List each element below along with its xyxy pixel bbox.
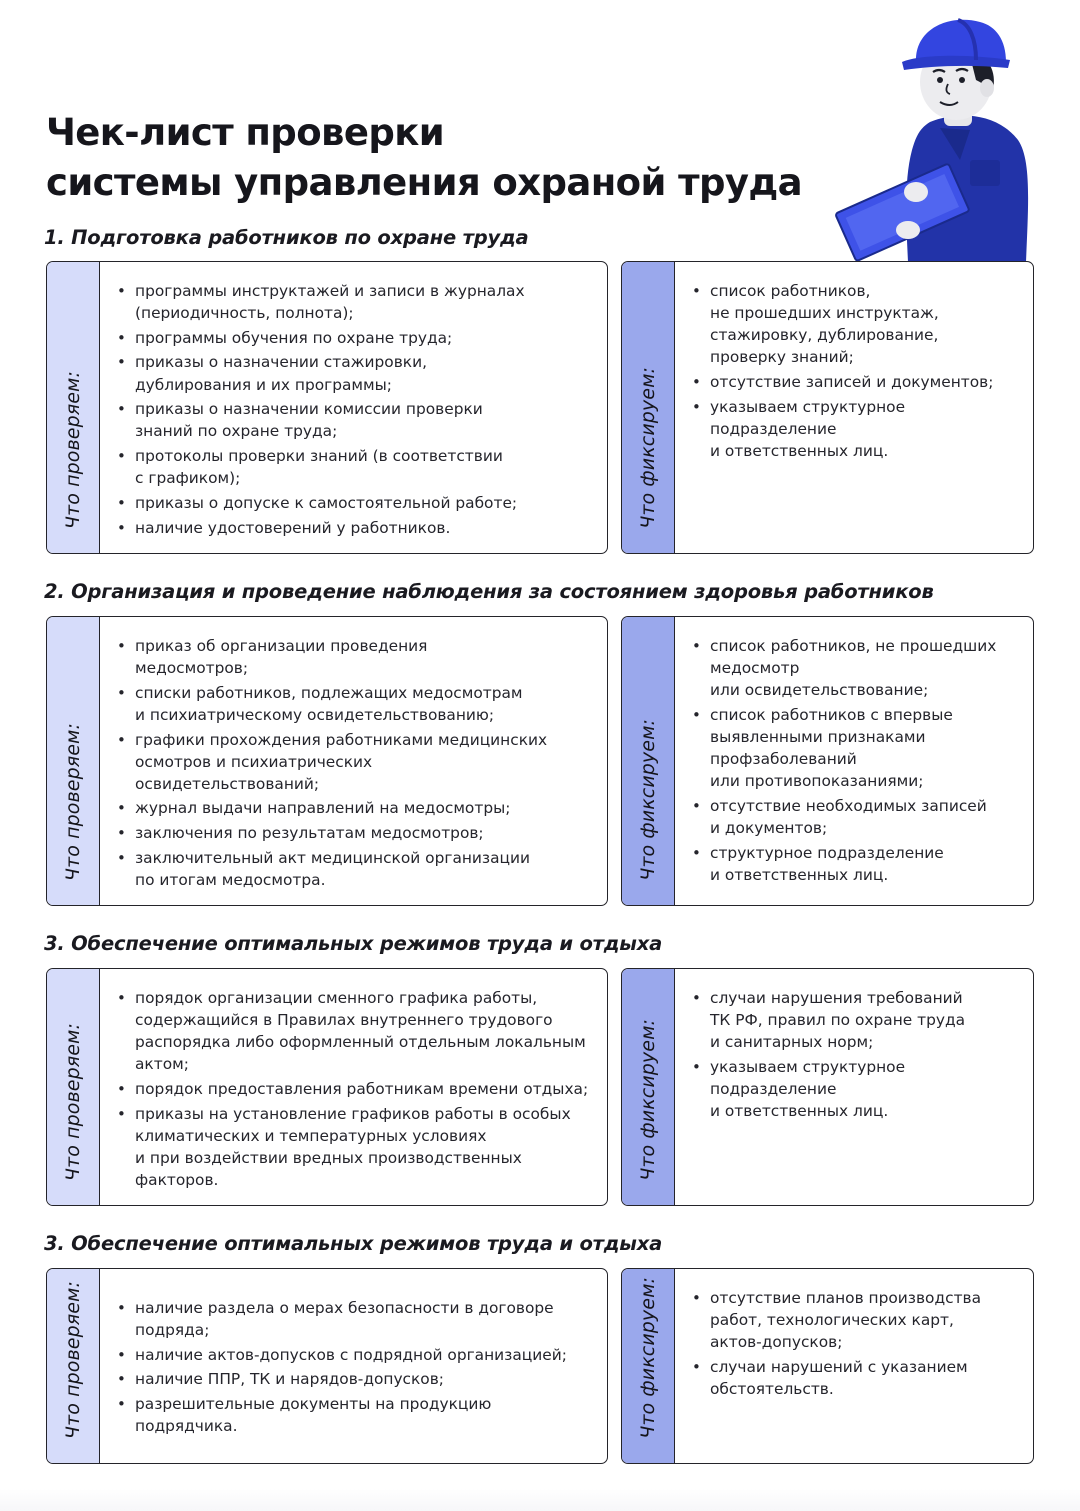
list-item: • наличие удостоверений у работников. bbox=[135, 517, 601, 539]
check-label-panel bbox=[47, 617, 100, 905]
list-item: • указываем структурное подразделение и ответственных лиц. bbox=[710, 396, 1027, 462]
section-heading-1: 1. Подготовка работников по охране труда bbox=[44, 226, 529, 249]
check-label: Что проверяем: bbox=[62, 1280, 84, 1439]
check-list bbox=[99, 1297, 601, 1440]
fix-label: Что фиксируем: bbox=[637, 1019, 659, 1181]
list-item: • список работников, не прошедших медосмотр или освидетельствование; bbox=[710, 635, 1027, 701]
list-item: • приказы о назначении комиссии проверки знаний по охране труда; bbox=[135, 398, 601, 442]
list-item: • отсутствие необходимых записей и документов; bbox=[710, 795, 1027, 839]
list-item: • указываем структурное подразделение и ответственных лиц. bbox=[710, 1056, 1027, 1122]
fix-list bbox=[674, 635, 1027, 888]
title-line-1: Чек-лист проверки bbox=[46, 111, 445, 154]
section-4-fix-card bbox=[621, 1268, 1034, 1464]
list-item: • порядок предоставления работникам времени отдыха; bbox=[135, 1078, 601, 1100]
page-bottom-fade bbox=[0, 1489, 1080, 1511]
check-label-panel bbox=[47, 262, 100, 553]
list-item: • списки работников, подлежащих медосмотрам и психиатрическому освидетельствованию; bbox=[135, 682, 601, 726]
fix-label-panel bbox=[622, 617, 675, 905]
fix-label-panel bbox=[622, 262, 675, 553]
section-1-check-card bbox=[46, 261, 608, 554]
fix-list bbox=[674, 987, 1027, 1125]
check-list bbox=[99, 987, 601, 1194]
check-label-panel bbox=[47, 1269, 100, 1463]
list-item: • приказы о допуске к самостоятельной работе; bbox=[135, 492, 601, 514]
check-list bbox=[99, 635, 601, 894]
list-item: • наличие раздела о мерах безопасности в договоре подряда; bbox=[135, 1297, 601, 1341]
section-heading-4: 3. Обеспечение оптимальных режимов труда и отдыха bbox=[44, 1232, 663, 1255]
fix-label: Что фиксируем: bbox=[637, 1277, 659, 1439]
check-label: Что проверяем: bbox=[62, 370, 84, 529]
list-item: • заключительный акт медицинской организации по итогам медосмотра. bbox=[135, 847, 601, 891]
section-heading-3: 3. Обеспечение оптимальных режимов труда и отдыха bbox=[44, 932, 663, 955]
list-item: • журнал выдачи направлений на медосмотры; bbox=[135, 797, 601, 819]
check-label: Что проверяем: bbox=[62, 722, 84, 881]
fix-label: Что фиксируем: bbox=[637, 719, 659, 881]
list-item: • случаи нарушений с указанием обстоятельств. bbox=[710, 1356, 1027, 1400]
list-item: • приказы о назначении стажировки, дублирования и их программы; bbox=[135, 351, 601, 395]
fix-list bbox=[674, 280, 1027, 465]
list-item: • программы обучения по охране труда; bbox=[135, 327, 601, 349]
list-item: • программы инструктажей и записи в журналах (периодичность, полнота); bbox=[135, 280, 601, 324]
check-list bbox=[99, 280, 601, 541]
list-item: • протоколы проверки знаний (в соответствии с графиком); bbox=[135, 445, 601, 489]
check-label-panel bbox=[47, 969, 100, 1205]
title-line-2: системы управления охраной труда bbox=[46, 161, 803, 204]
list-item: • отсутствие планов производства работ, технологических карт, актов-допусков; bbox=[710, 1287, 1027, 1353]
section-1-fix-card bbox=[621, 261, 1034, 554]
list-item: • структурное подразделение и ответственных лиц. bbox=[710, 842, 1027, 886]
list-item: • порядок организации сменного графика работы, содержащийся в Правилах внутреннего трудового распорядка либо оформленный отдельным локальным актом; bbox=[135, 987, 601, 1075]
list-item: • заключения по результатам медосмотров; bbox=[135, 822, 601, 844]
list-item: • наличие ППР, ТК и нарядов-допусков; bbox=[135, 1368, 601, 1390]
list-item: • разрешительные документы на продукцию подрядчика. bbox=[135, 1393, 601, 1437]
list-item: • графики прохождения работниками медицинских осмотров и психиатрических освидетельствований; bbox=[135, 729, 601, 795]
fix-label-panel bbox=[622, 1269, 675, 1463]
section-3-check-card bbox=[46, 968, 608, 1206]
list-item: • список работников, не прошедших инструктаж, стажировку, дублирование, проверку знаний; bbox=[710, 280, 1027, 368]
worker-with-clipboard-illustration bbox=[820, 10, 1050, 262]
section-3-fix-card bbox=[621, 968, 1034, 1206]
section-heading-2: 2. Организация и проведение наблюдения за состоянием здоровья работников bbox=[44, 580, 934, 603]
fix-label-panel bbox=[622, 969, 675, 1205]
fix-list bbox=[674, 1287, 1027, 1403]
list-item: • список работников с впервые выявленными признаками профзаболеваний или противопоказаниями; bbox=[710, 704, 1027, 792]
list-item: • приказы на установление графиков работы в особых климатических и температурных условиях и при воздействии вредных производственных факторов. bbox=[135, 1103, 601, 1191]
list-item: • приказ об организации проведения медосмотров; bbox=[135, 635, 601, 679]
section-2-check-card bbox=[46, 616, 608, 906]
check-label: Что проверяем: bbox=[62, 1022, 84, 1181]
list-item: • случаи нарушения требований ТК РФ, правил по охране труда и санитарных норм; bbox=[710, 987, 1027, 1053]
list-item: • отсутствие записей и документов; bbox=[710, 371, 1027, 393]
fix-label: Что фиксируем: bbox=[637, 367, 659, 529]
page-title bbox=[46, 108, 836, 208]
section-4-check-card bbox=[46, 1268, 608, 1464]
section-2-fix-card bbox=[621, 616, 1034, 906]
list-item: • наличие актов-допусков с подрядной организацией; bbox=[135, 1344, 601, 1366]
